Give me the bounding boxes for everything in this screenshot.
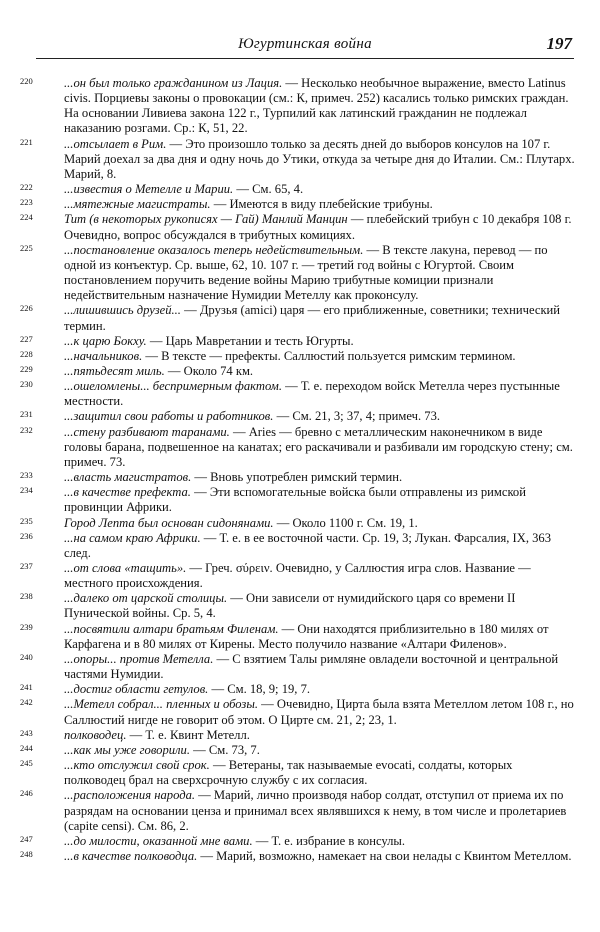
note-lemma: ...мятежные магистраты. [64,197,211,212]
note-228 [20,348,576,364]
note-lemma: ...далеко от царской столицы. [64,591,228,606]
note-number: 227 [20,333,33,344]
note-lemma: ...посвятили алтари братьям Филенам. [64,621,279,636]
note-number: 228 [20,348,33,359]
note-lemma: ...начальников. [64,348,143,363]
note-lemma: ...опоры... против Метелла. [64,651,214,666]
note-lemma: Город Лепта был основан сидонянами. [64,515,274,530]
note-number: 247 [20,833,33,844]
running-header [36,34,574,59]
note-text: — Царь Мавретании и тесть Югурты. [146,333,354,348]
note-246 [20,788,576,833]
note-text: — С взятием Талы римляне овладели восточной и центральной частями Нумидии. [64,651,559,682]
commentary-notes [0,76,600,864]
note-number: 242 [20,697,33,708]
note-lemma: ...постановление оказалось теперь недействительным. [64,242,364,257]
note-lemma: ...достиг области гетулов. [64,682,209,697]
note-248 [20,848,576,864]
note-lemma: ...отсылает в Рим. [64,136,167,151]
note-text: — Около 74 км. [164,363,254,378]
note-number: 236 [20,530,33,541]
note-242 [20,697,576,727]
note-247 [20,833,576,849]
note-220 [20,76,576,137]
note-text: — В тексте — префекты. Саллюстий пользуется римским термином. [142,348,516,363]
note-number: 232 [20,424,33,435]
note-lemma: ...до милости, оказанной мне вами. [64,833,253,848]
note-234 [20,485,576,515]
note-lemma: полководец. [64,727,127,742]
note-number: 225 [20,242,33,253]
note-243 [20,727,576,743]
note-222 [20,182,576,197]
note-number: 235 [20,515,33,526]
note-number: 237 [20,561,33,571]
note-number: 243 [20,727,33,738]
note-232 [20,424,576,470]
note-lemma: ...в качестве префекта. [64,485,191,500]
note-number: 234 [20,485,33,496]
note-244 [20,742,576,758]
note-224 [20,212,576,242]
note-236 [20,530,576,561]
note-lemma: ...расположения народа. [64,788,196,803]
note-text: — Марий, возможно, намекает на свои нелады с Квинтом Метеллом. [197,848,572,863]
note-text: — Т. е. в ее восточной части. Ср. 19, 3; Лукан. Фарсалия, IX, 363 след. [64,530,552,560]
note-lemma: ...как мы уже говорили. [64,742,190,757]
note-number: 239 [20,621,33,632]
note-lemma: ...стену разбивают таранами. [64,424,230,439]
note-221 [20,136,576,182]
note-text: — Марий, лично производя набор солдат, отступил от приема их по разрядам на основании ценза и принимал всех являвшихся к нему, в том числе и пролетариев (capite censi). См. 86, 2. [64,788,567,833]
note-text: — См. 18, 9; 19, 7. [208,682,311,697]
note-227 [20,333,576,349]
note-233 [20,470,576,485]
note-number: 240 [20,651,33,662]
note-239 [20,621,576,652]
note-number: 241 [20,682,33,693]
note-text: — Т. е. избрание в консулы. [252,833,406,848]
note-number: 222 [20,182,33,193]
note-number: 246 [20,788,33,799]
note-231 [20,409,576,424]
note-lemma: ...ошеломлены... беспримерным фактом. [64,379,282,394]
note-text: — Т. е. переходом войск Метелла через пустынные местности. [64,379,560,409]
note-text: — Имеются в виду плебейские трибуны. [210,197,433,212]
note-237 [20,561,576,591]
note-lemma: ...Метелл собрал... пленных и обозы. [64,697,259,712]
note-text: — Вновь употреблен римский термин. [191,470,403,485]
note-text: — См. 65, 4. [233,182,304,197]
note-245 [20,758,576,788]
note-text: — Aries — бревно с металлическим наконечником в виде головы барана, подвешенное на канатах; его раскачивали и разбивали им городскую стену; см. примеч. 73. [64,424,573,469]
note-text: — В тексте лакуна, перевод — по одной из конъектур. Ср. выше, 62, 10. 107 г. — третий год войны с Югуртой. Своим постановлением поручить ведение войны Марию трибутные комиции признали недействительным назначение Нумидии Метеллу как проконсулу. [64,242,548,303]
note-226 [20,303,576,333]
note-lemma: ...в качестве полководца. [64,848,198,863]
note-number: 233 [20,470,33,481]
note-text: — Они зависели от нумидийского царя со времени II Пунической войны. Ср. 5, 4. [64,591,516,621]
note-number: 224 [20,212,33,223]
note-lemma: ...лишившись друзей... [64,303,181,318]
note-lemma: ...власть магистратов. [64,470,192,485]
note-lemma: ...пятьдесят миль. [64,363,165,378]
note-241 [20,682,576,697]
note-number: 220 [20,76,33,86]
page-number: 197 [546,34,572,53]
note-number: 221 [20,136,33,147]
note-240 [20,651,576,682]
note-number: 244 [20,742,33,753]
note-number: 229 [20,363,33,374]
note-lemma: ...к царю Бокху. [64,333,147,348]
note-229 [20,363,576,379]
note-text: — Друзья (amici) царя — его приближенные, советники; технический термин. [64,303,561,333]
note-lemma: ...он был только гражданином из Лация. [64,76,283,90]
note-text: — Это произошло только за десять дней до выборов консулов на 107 г. Марий доехал за два дня и одну ночь до Утики, откуда за четыре дня до Италии. См.: Плутарх. Марий, 8. [64,136,575,181]
note-text: — Несколько необычное выражение, вместо Latinus civis. Порциевы законы о провокации (см.: К, примеч. 252) касались только римских граждан. На основании Ливиева закона 122 г., Турпилий как латинский гражданин не подлежал наказанию розгами. Ср.: К, 51, 22. [64,76,569,136]
note-230 [20,379,576,409]
note-text: — плебейский трибун с 10 декабря 108 г. Очевидно, вопрос обсуждался в трибутных комициях. [64,212,572,242]
note-number: 230 [20,379,33,390]
note-text: — См. 73, 7. [189,742,260,757]
note-number: 226 [20,303,33,314]
note-235 [20,515,576,531]
note-238 [20,591,576,621]
note-text: — Т. е. Квинт Метелл. [126,727,250,742]
note-text: — Очевидно, Цирта была взята Метеллом летом 108 г., но Саллюстий нигде не говорит об этом. О Цирте см. 21, 2; 23, 1. [64,697,574,727]
note-number: 245 [20,758,33,769]
note-number: 223 [20,197,33,208]
note-number: 238 [20,591,33,602]
note-lemma: ...от слова «тащить». [64,561,187,575]
note-lemma: ...кто отслужил свой срок. [64,758,210,773]
note-text: — Эти вспомогательные войска были отправлены из римской провинции Африки. [64,485,526,515]
note-lemma: Тит (в некоторых рукописях — Гай) Манлий Манцин [64,212,348,227]
note-text: — Ветераны, так называемые evocati, солдаты, которых полководец брал на сверхсрочную службу с их согласия. [64,758,513,788]
note-text: — Около 1100 г. См. 19, 1. [273,515,418,530]
note-lemma: ...известия о Метелле и Марии. [64,182,234,197]
note-text: — Они находятся приблизительно в 180 милях от Карфагена и в 80 милях от Кирены. Место получило название «Алтари Филенов». [64,621,549,651]
running-title: Югуртинская война [238,36,372,52]
note-number: 231 [20,409,33,420]
note-lemma: ...на самом краю Африки. [64,530,201,545]
note-lemma: ...защитил свои работы и работников. [64,409,274,424]
note-text: — Греч. σύρειν. Очевидно, у Саллюстия игра слов. Название — местного происхождения. [64,561,531,591]
note-number: 248 [20,848,33,859]
note-223 [20,197,576,212]
note-text: — См. 21, 3; 37, 4; примеч. 73. [273,409,441,424]
note-225 [20,242,576,304]
